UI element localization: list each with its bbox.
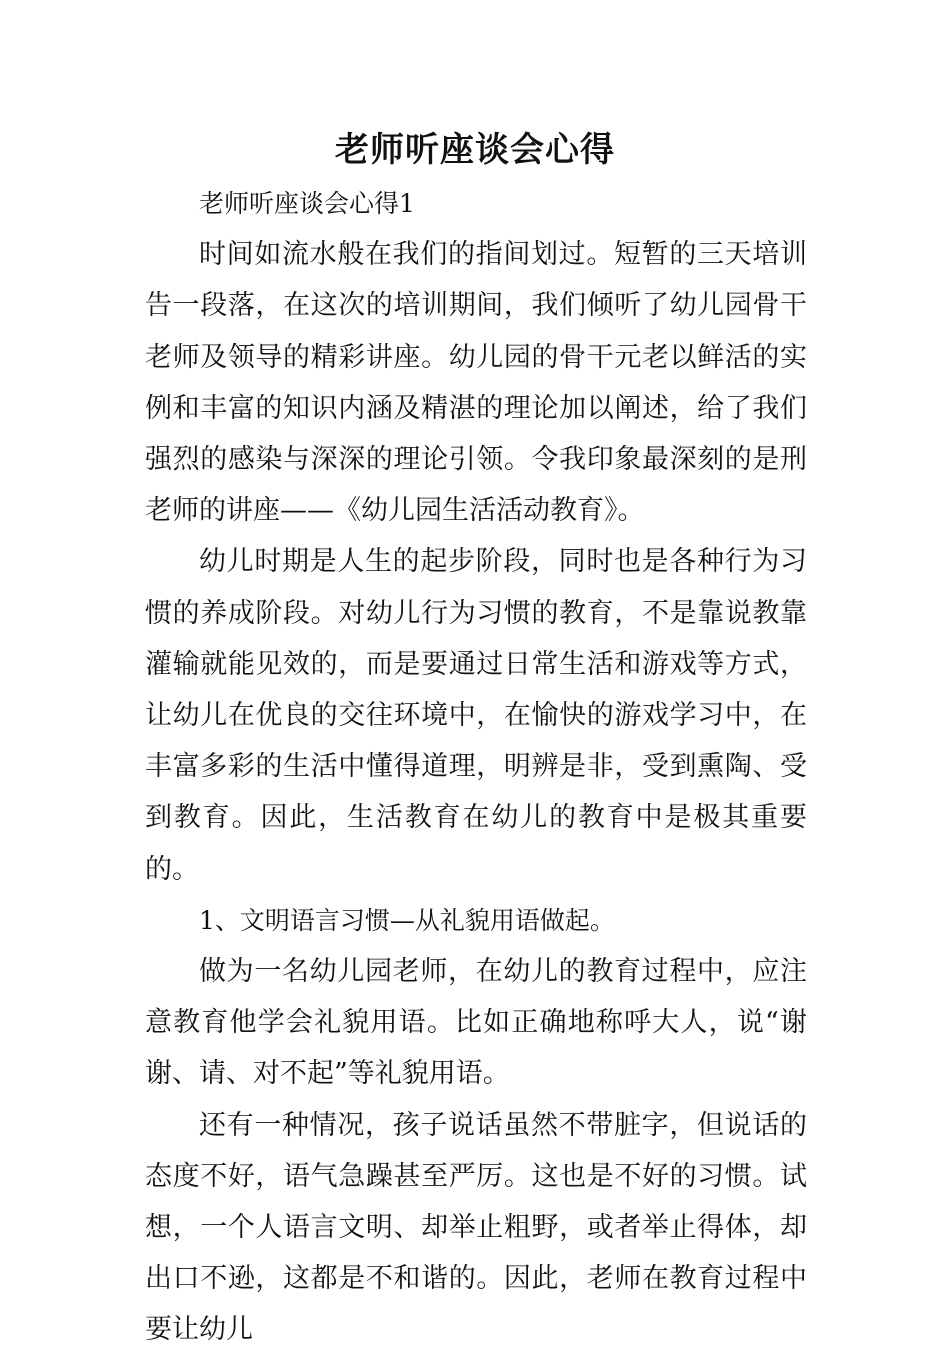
list-heading: 1、文明语言习惯—从礼貌用语做起。 bbox=[199, 905, 615, 935]
body-paragraph: 时间如流水般在我们的指间划过。短暂的三天培训告一段落，在这次的培训期间，我们倾听了幼儿园骨干老师及领导的精彩讲座。幼儿园的骨干元老以鲜活的实例和丰富的知识内涵及精湛的理论加以阐述，给了我们强烈的感染与深深的理论引领。令我印象最深刻的是刑老师的讲座——《幼儿园生活活动教育》。 bbox=[145, 239, 807, 527]
document-title: 老师听座谈会心得 bbox=[335, 130, 615, 170]
document-body bbox=[145, 178, 807, 1356]
body-paragraph: 幼儿时期是人生的起步阶段，同时也是各种行为习惯的养成阶段。对幼儿行为习惯的教育，不是靠说教靠灌输就能见效的，而是要通过日常生活和游戏等方式，让幼儿在优良的交往环境中，在愉快的游戏学习中，在丰富多彩的生活中懂得道理，明辨是非，受到熏陶、受到教育。因此，生活教育在幼儿的教育中是极其重要的。 bbox=[145, 546, 807, 885]
body-paragraph: 做为一名幼儿园老师，在幼儿的教育过程中，应注意教育他学会礼貌用语。比如正确地称呼大人，说“谢谢、请、对不起”等礼貌用语。 bbox=[145, 956, 807, 1090]
section-heading: 老师听座谈会心得1 bbox=[199, 189, 415, 218]
body-paragraph: 还有一种情况，孩子说话虽然不带脏字，但说话的态度不好，语气急躁甚至严厉。这也是不好的习惯。试想，一个人语言文明、却举止粗野，或者举止得体，却出口不逊，这都是不和谐的。因此，老师在教育过程中要让幼儿 bbox=[145, 1109, 807, 1346]
